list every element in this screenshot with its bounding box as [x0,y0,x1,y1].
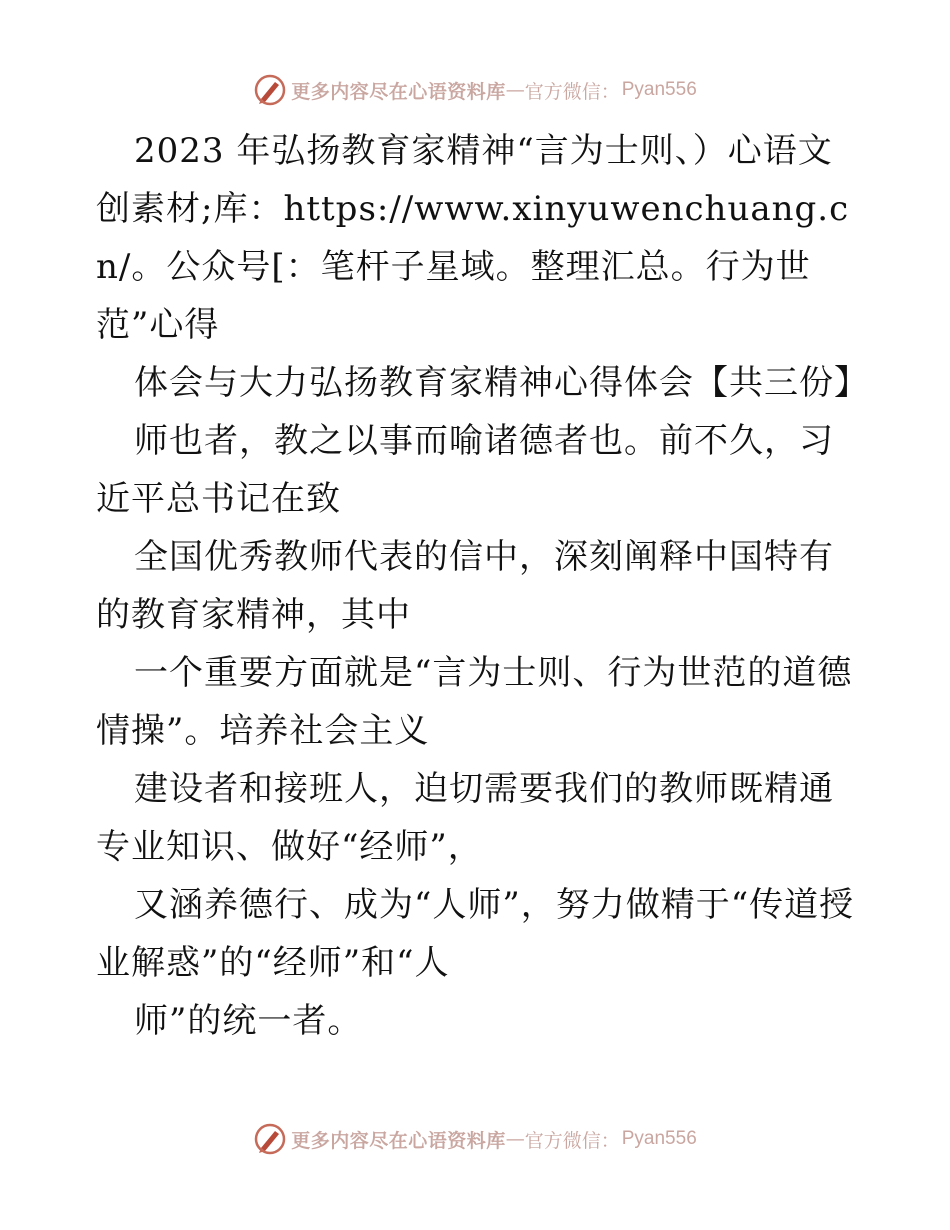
document-body [96,122,869,1050]
banner-wechat-id: Pyan556 [621,79,697,100]
footer-banner [0,1119,950,1159]
paragraph: 一个重要方面就是“言为士则、行为世范的道德情操”。培养社会主义 [96,653,853,751]
banner-wechat-label: 官方微信： [524,1129,620,1152]
pen-logo-icon [253,73,287,107]
banner-brand-text: 更多内容尽在心语资料库 [291,1129,506,1152]
paragraph: 又涵养德行、成为“人师”，努力做精于“传道授业解惑”的“经师”和“人 [96,885,855,983]
paragraph: 体会与大力弘扬教育家精神心得体会【共三份】 [134,363,869,403]
banner-brand-text: 更多内容尽在心语资料库 [291,80,506,103]
paragraph-title: 2023 年弘扬教育家精神“言为士则、）心语文创素材;库：https://www.xinyuwenchuang.cn/。公众号[：笔杆子星域。整理汇总。行为世范”心得 [96,131,850,345]
pen-logo-icon [253,1122,287,1156]
paragraph: 师也者，教之以事而喻诸德者也。前不久，习近平总书记在致 [96,421,834,519]
paragraph: 建设者和接班人，迫切需要我们的教师既精通专业知识、做好“经师”， [96,769,834,867]
paragraph: 全国优秀教师代表的信中，深刻阐释中国特有的教育家精神，其中 [96,537,834,635]
paragraph: 师”的统一者。 [134,1001,363,1041]
banner-separator: — [505,79,525,101]
banner-wechat-label: 官方微信： [524,80,620,103]
banner-wechat-id: Pyan556 [621,1128,697,1149]
header-banner [0,70,950,110]
banner-separator: — [505,1128,525,1150]
